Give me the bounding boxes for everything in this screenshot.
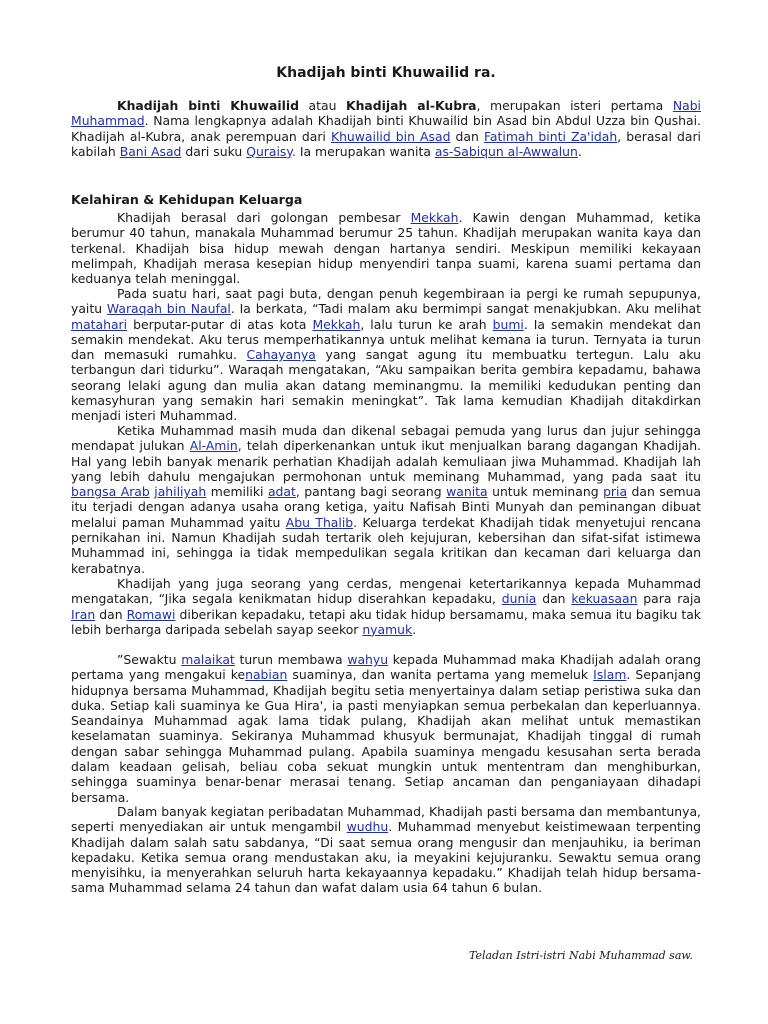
link-al-amin[interactable]: Al-Amin (189, 438, 238, 454)
document-title: Khadijah binti Khuwailid ra. (276, 65, 496, 81)
text-run: yang sangat agung itu membuatku tertegun. Lalu aku terbangun dari tidurku”. Waraqah mengatakan, “Aku sampaikan berita gembira kepadamu, bahawa seorang lelaki agung dan mulia akan datang meminangmu. Ia memiliki kedudukan penting dan kemasyhuran yang semakin hari semakin meningkat”. Tak lama kemudian Khadijah ditakdirkan menjadi isteri Muhammad. (71, 347, 701, 424)
text-run: . (577, 143, 582, 159)
text-run: memiliki (206, 484, 268, 500)
link-as-sabiqun-al-awwalun[interactable]: as-Sabiqun al-Awwalun (434, 143, 578, 159)
text-run: berputar-putar di atas kota (127, 316, 313, 332)
text-run: . (412, 621, 417, 637)
text-run: dan (450, 128, 484, 144)
link-iran[interactable]: Iran (71, 606, 96, 622)
text-run: Ketika Muhammad masih muda dan dikenal sebagai pemuda yang lurus dan jujur sehingga mendapat julukan (71, 423, 701, 454)
text-run: . Ia berkata, “Tadi malam aku bermimpi sangat menakjubkan. Aku melihat (230, 301, 701, 317)
link-romawi[interactable]: Romawi (126, 606, 176, 622)
link-islam[interactable]: Islam (593, 667, 627, 683)
text-run: para raja (637, 591, 701, 607)
link-cahayanya[interactable]: Cahayanya (246, 347, 316, 363)
link-bangsa-arab[interactable]: bangsa Arab (71, 484, 150, 500)
text-run: dan (95, 606, 127, 622)
text-run: . Muhammad menyebut keistimewaan terpenting Khadijah dalam salah satu sabdanya, “Di saat semua orang mengusir dan menjauhiku, ia beriman kepadaku. Ketika semua orang mendustakan aku, ia meyakini kejujuranku. Sewaktu semua orang menyisihku, ia menyerahkan seluruh harta kekayaannya kepadaku.” Khadijah telah hidup bersama-sama Muhammad selama 24 tahun dan wafat dalam usia 64 tahun 6 bulan. (71, 819, 701, 896)
text-run: ”Sewaktu (117, 652, 182, 667)
text-run: , telah diperkenankan untuk ikut menjualkan barang dagangan Khadijah. Hal yang lebih banyak menarik perhatian Khadijah adalah kemuliaan jiwa Muhammad. Khadijah lah yang lebih dahulu mengajukan permohonan untuk meminang Muhammad, yang pada saat itu (71, 438, 701, 484)
bold-name: Khadijah binti Khuwailid (117, 98, 299, 113)
text-run: , berasal dari kabilah (71, 128, 701, 159)
text-run: . Ia merupakan wanita (291, 143, 435, 159)
intro-paragraph (71, 98, 701, 159)
text-run: , lalu turun ke arah (360, 316, 493, 332)
paragraph-4 (71, 576, 701, 637)
link-abu-thalib[interactable]: Abu Thalib (285, 514, 354, 530)
footer-caption: Teladan Istri-istri Nabi Muhammad saw. (468, 949, 693, 962)
text-run: . Kawin dengan Muhammad, ketika berumur 40 tahun, manakala Muhammad berumur 25 tahun. Khadijah merupakan wanita kaya dan terkenal. Khadijah bisa hidup mewah dengan hartanya sendiri. Meskipun memiliki kekayaan melimpah, Khadijah merasa kesepian hidup menyendiri tanpa suami, karena suami pertama dan keduanya telah meninggal. (71, 210, 701, 287)
link-mekkah[interactable]: Mekkah (312, 316, 361, 332)
link-khuwailid-bin-asad[interactable]: Khuwailid bin Asad (330, 128, 451, 144)
link-waraqah-bin-naufal[interactable]: Waraqah bin Naufal (106, 301, 231, 317)
text-run: Pada suatu hari, saat pagi buta, dengan penuh kegembiraan ia pergi ke rumah sepupunya, yaitu (71, 286, 701, 317)
section-heading: Kelahiran & Kehidupan Keluarga (71, 192, 303, 207)
paragraph-5 (71, 652, 701, 805)
text-run: , pantang bagi seorang (295, 484, 447, 500)
text-run: dari suku (181, 143, 247, 159)
link-wudhu[interactable]: wudhu (346, 819, 389, 835)
text-run: diberikan kepadaku, tetapi aku tidak hidup bersamamu, maka semua itu bagiku tak lebih berharga daripada sebelah sayap seekor (71, 606, 701, 637)
text-run: . Nama lengkapnya adalah Khadijah binti Khuwailid bin Asad bin Abdul Uzza bin Qushai. Khadijah al-Kubra, anak perempuan dari (71, 113, 701, 144)
link-nyamuk[interactable]: nyamuk (362, 621, 413, 637)
paragraph-3 (71, 423, 701, 576)
link-wanita[interactable]: wanita (446, 484, 488, 500)
link-adat[interactable]: adat (267, 484, 296, 500)
bold-name: Khadijah al-Kubra (345, 98, 477, 113)
text-run: dan (536, 591, 572, 607)
link-bani-asad[interactable]: Bani Asad (119, 143, 182, 159)
link-bumi[interactable]: bumi (492, 316, 524, 332)
link-mekkah[interactable]: Mekkah (410, 210, 459, 225)
link-nabian[interactable]: nabian (245, 667, 288, 683)
link-wahyu[interactable]: wahyu (347, 652, 389, 667)
link-jahiliyah[interactable]: jahiliyah (154, 484, 207, 500)
link-dunia[interactable]: dunia (501, 591, 537, 607)
paragraph-1 (71, 210, 701, 286)
link-kekuasaan[interactable]: kekuasaan (571, 591, 638, 607)
text-run: Khadijah yang juga seorang yang cerdas, mengenai ketertarikannya kepada Muhammad mengatakan, “Jika segala kenikmatan hidup diserahkan kepadaku, (71, 576, 701, 607)
text-run: dan semua itu terjadi dengan adanya usaha orang ketiga, yaitu Nafisah Binti Munyah dan peminangan dibuat melalui paman Muhammad yaitu (71, 484, 701, 530)
text-run: , merupakan isteri pertama (476, 98, 673, 113)
text-run: untuk meminang (487, 484, 604, 500)
link-nabi-muhammad[interactable]: Nabi Muhammad (71, 98, 701, 129)
text-run: atau (298, 98, 346, 113)
link-matahari[interactable]: matahari (71, 316, 128, 332)
paragraph-6 (71, 804, 701, 896)
paragraph-2 (71, 286, 701, 424)
text-run: turun membawa (234, 652, 348, 667)
text-run: suaminya, dan wanita pertama yang memeluk (287, 667, 594, 683)
link-quraisy[interactable]: Quraisy (246, 143, 292, 159)
text-run: . Ia semakin mendekat dan semakin mendekat. Aku terus memperhatikannya untuk melihat kemana ia turun. Ternyata ia turun dan memasuki rumahku. (71, 316, 701, 363)
text-run: . Sepanjang hidupnya bersama Muhammad, Khadijah begitu setia menyertainya dalam setiap peristiwa suka dan duka. Setiap kali suaminya ke Gua Hira', ia pasti menyiapkan semua perbekalan dan keperluannya. Seandainya Muhammad agak lama tidak pulang, Khadijah akan melihat untuk memastikan keselamatan suaminya. Sekiranya Muhammad khusyuk bermunajat, Khadijah tinggal di rumah dengan sabar sehingga Muhammad pulang. Apabila suaminya mengadu kesusahan serta berada dalam keadaan gelisah, beliau coba sekuat mungkin untuk mententram dan menghiburkan, sehingga suaminya benar-benar merasai tenang. Setiap ancaman dan penganiayaan dihadapi bersama. (71, 667, 701, 805)
text-run: Khadijah berasal dari golongan pembesar (117, 210, 411, 225)
text-run: . Keluarga terdekat Khadijah tidak menyetujui rencana pernikahan ini. Namun Khadijah sudah tertarik oleh kejujuran, kebersihan dan sifat-sifat istimewa Muhammad ini, sehingga ia tidak mempedulikan segala kritikan dan kecaman dari keluarga dan kerabatnya. (71, 514, 701, 576)
document-page (71, 0, 701, 1024)
text-run: kepada Muhammad maka Khadijah adalah orang pertama yang mengakui ke (71, 652, 701, 683)
link-pria[interactable]: pria (603, 484, 628, 500)
text-run: Dalam banyak kegiatan peribadatan Muhammad, Khadijah pasti bersama dan membantunya, seperti menyediakan air untuk mengambil (71, 804, 701, 835)
link-fatimah-binti-zaidah[interactable]: Fatimah binti Za'idah (483, 128, 618, 144)
link-malaikat[interactable]: malaikat (181, 652, 235, 667)
